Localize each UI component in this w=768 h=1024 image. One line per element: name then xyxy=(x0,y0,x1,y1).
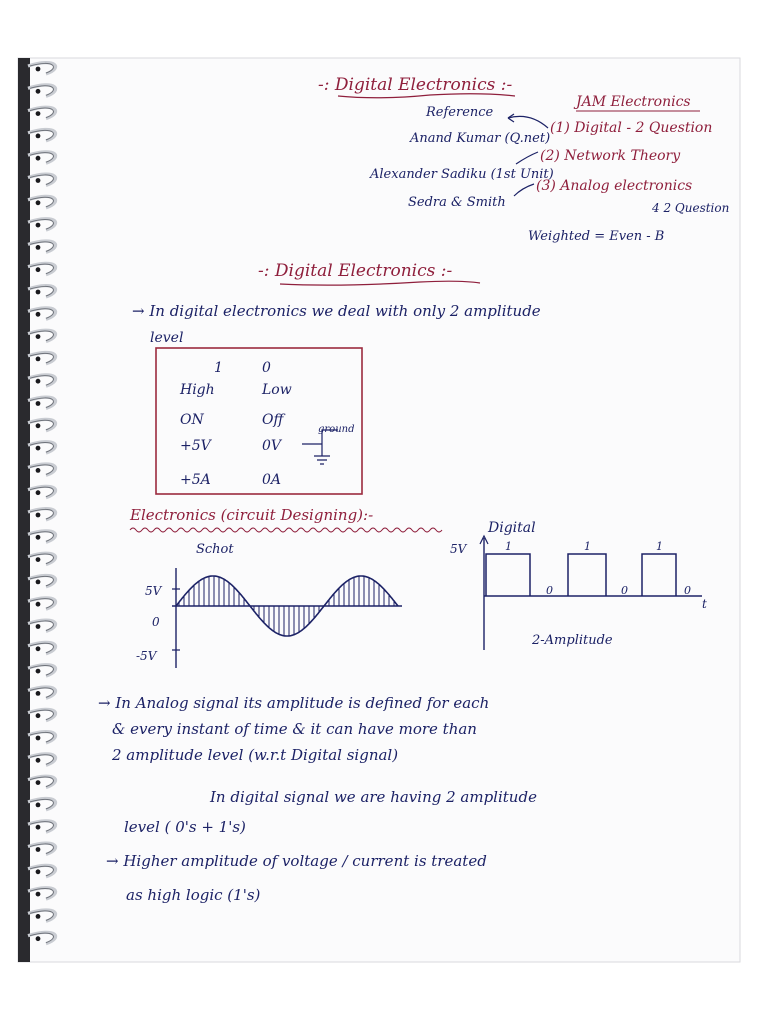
spiral-hole xyxy=(36,200,41,205)
reference-book-2: Alexander Sadiku (1st Unit) xyxy=(370,167,554,182)
analog-note-line-3: 2 amplitude level (w.r.t Digital signal) xyxy=(112,746,399,764)
page-title: -: Digital Electronics :- xyxy=(318,75,513,95)
spiral-hole xyxy=(36,111,41,116)
section-title: -: Digital Electronics :- xyxy=(258,261,453,281)
spiral-hole xyxy=(36,178,41,183)
jam-topic-3: (3) Analog electronics xyxy=(536,178,693,194)
spiral-hole xyxy=(36,825,41,830)
level-table-low-cell: 0 xyxy=(262,360,271,376)
spiral-hole xyxy=(36,736,41,741)
spiral-hole xyxy=(36,535,41,540)
spiral-hole xyxy=(36,713,41,718)
level-table-high-cell: ON xyxy=(180,412,204,428)
spiral-hole xyxy=(36,669,41,674)
reference-heading: Reference xyxy=(426,105,494,120)
spiral-hole xyxy=(36,557,41,562)
analog-note-line-1: → In Analog signal its amplitude is defined for each xyxy=(98,694,490,712)
jam-topic-2: (2) Network Theory xyxy=(540,148,681,164)
spiral-hole xyxy=(36,223,41,228)
level-table-high-cell: +5A xyxy=(180,472,211,488)
digital-gap-label: 0 xyxy=(621,584,628,597)
analog-y-bottom-label: -5V xyxy=(136,649,157,663)
level-table-low-cell: 0V xyxy=(262,438,282,454)
intro-line-1: → In digital electronics we deal with only 2 amplitude xyxy=(132,302,541,320)
spiral-hole xyxy=(36,334,41,339)
spiral-hole xyxy=(36,312,41,317)
spiral-hole xyxy=(36,914,41,919)
spiral-hole xyxy=(36,803,41,808)
digital-note-line-1: In digital signal we are having 2 amplitude xyxy=(210,788,537,806)
weighted-note: Weighted = Even - B xyxy=(528,229,665,244)
intro-line-2: level xyxy=(150,330,184,346)
digital-pulse-label: 1 xyxy=(656,540,663,553)
spiral-hole xyxy=(36,847,41,852)
digital-caption: 2-Amplitude xyxy=(532,633,613,648)
spiral-hole xyxy=(36,602,41,607)
level-table-high-cell: 1 xyxy=(214,360,223,376)
spiral-hole xyxy=(36,446,41,451)
spiral-hole xyxy=(36,758,41,763)
spiral-hole xyxy=(36,89,41,94)
level-table-low-cell: 0A xyxy=(262,472,282,488)
spiral-hole xyxy=(36,401,41,406)
level-table-low-cell: Off xyxy=(262,412,284,428)
spiral-hole xyxy=(36,580,41,585)
reference-book-3: Sedra & Smith xyxy=(408,195,506,210)
spiral-hole xyxy=(36,290,41,295)
analog-y-top-label: 5V xyxy=(145,584,162,598)
jam-topic-1: (1) Digital - 2 Question xyxy=(550,120,713,136)
spiral-hole xyxy=(36,357,41,362)
spiral-hole xyxy=(36,624,41,629)
jam-question-note: 4 2 Question xyxy=(652,201,730,215)
jam-heading: JAM Electronics xyxy=(576,94,691,110)
spiral-hole xyxy=(36,869,41,874)
level-table-high-cell: +5V xyxy=(180,438,211,454)
digital-x-label: t xyxy=(702,597,707,611)
spiral-hole xyxy=(36,646,41,651)
level-table-low-cell: Low xyxy=(262,382,292,398)
spiral-hole xyxy=(36,490,41,495)
spiral-hole xyxy=(36,67,41,72)
spiral-hole xyxy=(36,134,41,139)
analog-plot-title: Schot xyxy=(196,542,234,557)
spiral-hole xyxy=(36,267,41,272)
spiral-hole xyxy=(36,423,41,428)
ground-label: ground xyxy=(318,424,355,435)
digital-note-line-2: level ( 0's + 1's) xyxy=(124,818,246,836)
binding-edge xyxy=(18,58,30,962)
reference-book-1: Anand Kumar (Q.net) xyxy=(410,131,551,146)
circuit-heading: Electronics (circuit Designing):- xyxy=(130,506,374,524)
analog-note-line-2: & every instant of time & it can have more than xyxy=(112,720,477,738)
spiral-hole xyxy=(36,892,41,897)
digital-gap-label: 0 xyxy=(546,584,553,597)
spiral-hole xyxy=(36,379,41,384)
digital-gap-label: 0 xyxy=(684,584,691,597)
digital-pulse-label: 1 xyxy=(505,540,512,553)
spiral-hole xyxy=(36,936,41,941)
digital-y-label: 5V xyxy=(450,542,467,556)
spiral-hole xyxy=(36,513,41,518)
spiral-hole xyxy=(36,691,41,696)
spiral-hole xyxy=(36,468,41,473)
higher-note-line-2: as high logic (1's) xyxy=(126,886,261,904)
spiral-hole xyxy=(36,156,41,161)
spiral-hole xyxy=(36,780,41,785)
digital-pulse-label: 1 xyxy=(584,540,591,553)
analog-y-zero-label: 0 xyxy=(152,615,160,629)
digital-plot-title: Digital xyxy=(488,520,536,536)
spiral-hole xyxy=(36,245,41,250)
higher-note-line-1: → Higher amplitude of voltage / current is treated xyxy=(106,852,487,870)
level-table-high-cell: High xyxy=(180,382,215,398)
